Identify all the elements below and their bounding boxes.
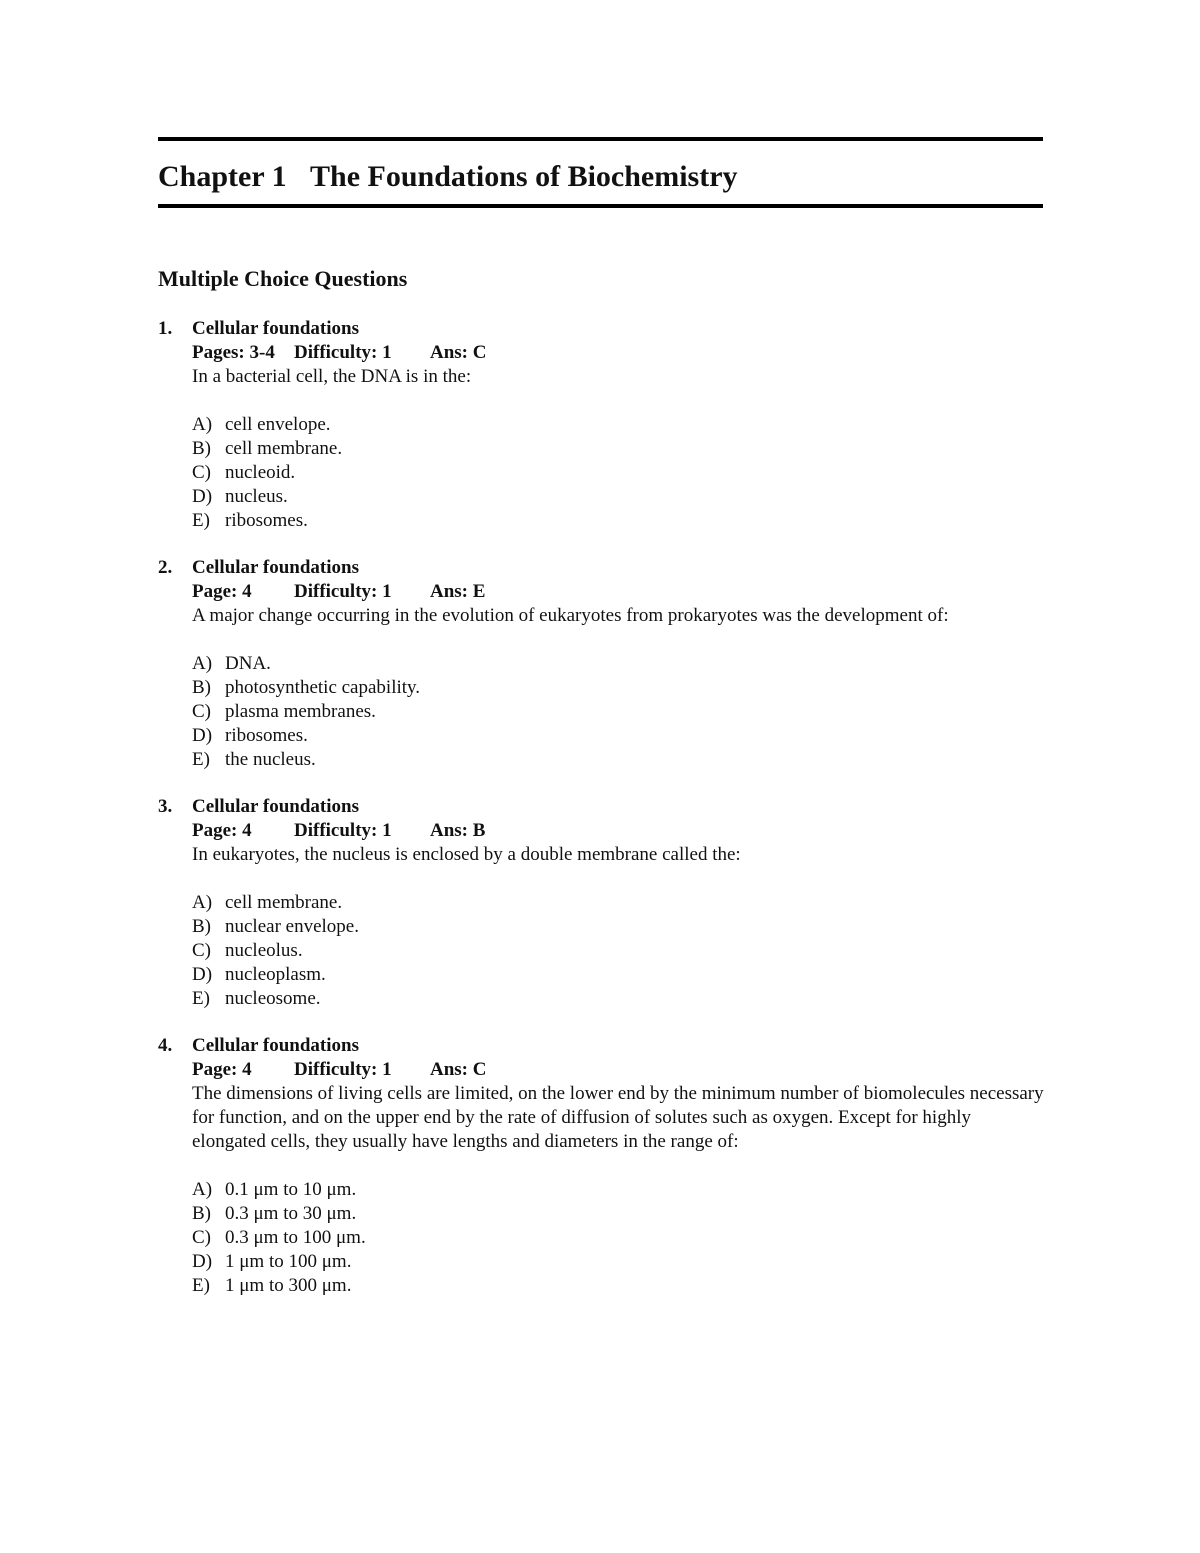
question-topic: Cellular foundations bbox=[192, 557, 359, 578]
question-1 bbox=[158, 317, 1048, 533]
option-text: DNA. bbox=[225, 653, 271, 674]
question-text: In eukaryotes, the nucleus is enclosed by a double membrane called the: bbox=[192, 844, 741, 865]
option-a bbox=[192, 413, 1048, 437]
question-page: Page: 4 bbox=[192, 1059, 252, 1080]
option-letter: E) bbox=[192, 1275, 210, 1296]
option-d bbox=[192, 1250, 1048, 1274]
chapter-title bbox=[158, 157, 738, 197]
question-number: 4. bbox=[158, 1035, 173, 1056]
option-text: nucleoid. bbox=[225, 462, 296, 483]
question-3 bbox=[158, 795, 1048, 1011]
question-text: The dimensions of living cells are limited, on the lower end by the minimum number of biomolecules necessary for function, and on the upper end by the rate of diffusion of solutes such as oxygen. Except for highly elongated cells, they usually have lengths and diameters in the range of: bbox=[192, 1083, 1044, 1152]
question-answer: Ans: E bbox=[430, 581, 486, 602]
option-letter: D) bbox=[192, 964, 213, 985]
option-b bbox=[192, 437, 1048, 461]
option-text: plasma membranes. bbox=[225, 701, 376, 722]
option-letter: C) bbox=[192, 701, 211, 722]
option-text: 1 μm to 100 μm. bbox=[225, 1251, 352, 1272]
question-topic: Cellular foundations bbox=[192, 318, 359, 339]
question-answer: Ans: C bbox=[430, 1059, 487, 1080]
option-letter: E) bbox=[192, 988, 210, 1009]
question-number: 2. bbox=[158, 557, 173, 578]
option-text: 0.3 μm to 30 μm. bbox=[225, 1203, 357, 1224]
question-meta bbox=[192, 819, 1048, 843]
option-letter: C) bbox=[192, 940, 211, 961]
question-difficulty: Difficulty: 1 bbox=[294, 820, 392, 841]
option-a bbox=[192, 1178, 1048, 1202]
option-letter: C) bbox=[192, 1227, 211, 1248]
question-difficulty: Difficulty: 1 bbox=[294, 342, 392, 363]
option-letter: D) bbox=[192, 725, 213, 746]
question-body bbox=[192, 1034, 1048, 1298]
question-page: Page: 4 bbox=[192, 581, 252, 602]
option-letter: A) bbox=[192, 653, 213, 674]
top-rule bbox=[158, 137, 1043, 141]
option-text: the nucleus. bbox=[225, 749, 316, 770]
option-letter: D) bbox=[192, 486, 213, 507]
option-c bbox=[192, 1226, 1048, 1250]
option-letter: E) bbox=[192, 510, 210, 531]
question-topic: Cellular foundations bbox=[192, 1035, 359, 1056]
option-a bbox=[192, 652, 1048, 676]
question-4 bbox=[158, 1034, 1048, 1298]
option-text: nucleus. bbox=[225, 486, 288, 507]
option-letter: D) bbox=[192, 1251, 213, 1272]
option-letter: C) bbox=[192, 462, 211, 483]
question-number: 1. bbox=[158, 318, 173, 339]
option-text: cell envelope. bbox=[225, 414, 331, 435]
option-e bbox=[192, 748, 1048, 772]
question-answer: Ans: C bbox=[430, 342, 487, 363]
option-c bbox=[192, 700, 1048, 724]
option-d bbox=[192, 963, 1048, 987]
section-heading: Multiple Choice Questions bbox=[158, 266, 408, 291]
option-letter: A) bbox=[192, 414, 213, 435]
option-text: cell membrane. bbox=[225, 892, 343, 913]
question-difficulty: Difficulty: 1 bbox=[294, 581, 392, 602]
option-c bbox=[192, 461, 1048, 485]
option-text: ribosomes. bbox=[225, 725, 308, 746]
question-page: Page: 4 bbox=[192, 820, 252, 841]
question-2 bbox=[158, 556, 1048, 772]
question-meta bbox=[192, 580, 1048, 604]
question-topic: Cellular foundations bbox=[192, 796, 359, 817]
option-letter: B) bbox=[192, 916, 211, 937]
option-e bbox=[192, 987, 1048, 1011]
option-text: 0.3 μm to 100 μm. bbox=[225, 1227, 366, 1248]
question-body bbox=[192, 317, 1048, 533]
option-letter: B) bbox=[192, 677, 211, 698]
option-text: nucleosome. bbox=[225, 988, 321, 1009]
option-text: ribosomes. bbox=[225, 510, 308, 531]
question-number: 3. bbox=[158, 796, 173, 817]
option-text: nucleoplasm. bbox=[225, 964, 326, 985]
question-difficulty: Difficulty: 1 bbox=[294, 1059, 392, 1080]
option-d bbox=[192, 485, 1048, 509]
question-page: Pages: 3-4 bbox=[192, 342, 275, 363]
option-text: cell membrane. bbox=[225, 438, 343, 459]
option-text: 0.1 μm to 10 μm. bbox=[225, 1179, 357, 1200]
question-body bbox=[192, 556, 1048, 772]
option-text: nucleolus. bbox=[225, 940, 303, 961]
option-letter: B) bbox=[192, 438, 211, 459]
option-c bbox=[192, 939, 1048, 963]
option-b bbox=[192, 915, 1048, 939]
option-text: nuclear envelope. bbox=[225, 916, 359, 937]
option-a bbox=[192, 891, 1048, 915]
option-e bbox=[192, 1274, 1048, 1298]
question-text: In a bacterial cell, the DNA is in the: bbox=[192, 366, 472, 387]
chapter-number: Chapter 1 bbox=[158, 160, 287, 193]
bottom-rule bbox=[158, 204, 1043, 208]
question-meta bbox=[192, 341, 1048, 365]
option-text: 1 μm to 300 μm. bbox=[225, 1275, 352, 1296]
question-answer: Ans: B bbox=[430, 820, 486, 841]
question-body bbox=[192, 795, 1048, 1011]
option-d bbox=[192, 724, 1048, 748]
chapter-name: The Foundations of Biochemistry bbox=[310, 160, 738, 193]
question-meta bbox=[192, 1058, 1048, 1082]
option-letter: A) bbox=[192, 892, 213, 913]
option-text: photosynthetic capability. bbox=[225, 677, 421, 698]
option-letter: E) bbox=[192, 749, 210, 770]
option-e bbox=[192, 509, 1048, 533]
question-text: A major change occurring in the evolution of eukaryotes from prokaryotes was the development of: bbox=[192, 605, 949, 626]
option-letter: B) bbox=[192, 1203, 211, 1224]
option-b bbox=[192, 676, 1048, 700]
option-letter: A) bbox=[192, 1179, 213, 1200]
option-b bbox=[192, 1202, 1048, 1226]
